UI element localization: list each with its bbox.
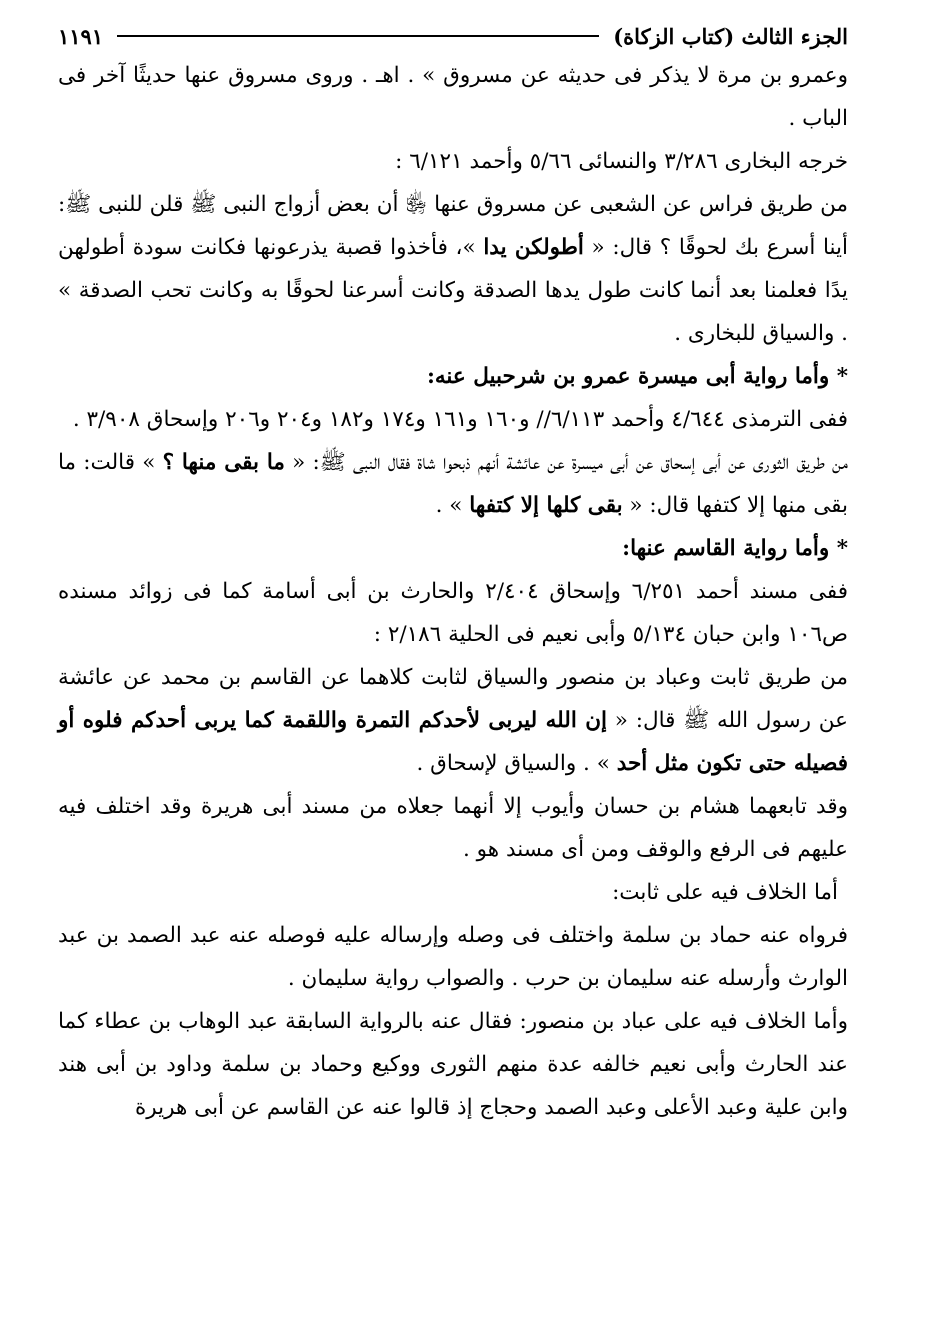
paragraph-5-text-c: » قالت: ما بقى منها إلا كتفها قال: « (58, 450, 848, 518)
running-title: الجزء الثالث (كتاب الزكاة) (613, 23, 848, 49)
header-rule (117, 35, 599, 37)
paragraph-9: فرواه عنه حماد بن سلمة واختلف فى وصله وإرساله عليه فوصله عنه عبد الصمد بن عبد الوارث وأرسله عنه سليمان بن حرب . والصواب رواية سليمان . (58, 923, 848, 991)
paragraph-7 (58, 656, 848, 785)
paragraph-7-quote: إن الله ليربى لأحدكم التمرة واللقمة كما يربى أحدكم فلوه أو فصيله حتى تكون مثل أحد (58, 708, 848, 776)
paragraph-5-text-e: » . (435, 493, 470, 518)
paragraph-4: ففى الترمذى ٤/٦٤٤ وأحمد ٦/١١٣// و١٦٠ و١٦١ و١٧٤ و١٨٢ و٢٠٤ و٢٠٦ وإسحاق ٣/٩٠٨ . (72, 407, 848, 432)
paragraph-2: خرجه البخارى ٣/٢٨٦ والنسائى ٥/٦٦ وأحمد ٦/١٢١ : (395, 149, 848, 174)
paragraph-1: وعمرو بن مرة لا يذكر فى حديثه عن مسروق » . اهـ . وروى مسروق عنها حديثًا آخر فى الباب . (58, 63, 848, 131)
subheading-thabit: أما الخلاف فيه على ثابت: (612, 880, 838, 905)
running-header (58, 18, 848, 54)
paragraph-5 (58, 441, 848, 527)
paragraph-3-text-a: من طريق فراس عن الشعبى عن مسروق عنها ﵂ أن بعض أزواج النبى ﷺ قلن للنبى ﷺ: أينا أسرع بك لحوقًا ؟ قال: « (58, 192, 848, 260)
book-page (58, 18, 848, 1308)
paragraph-5-quote-1: ما بقى منها ؟ (162, 450, 285, 475)
section-heading-qasim: * وأما رواية القاسم عنها: (622, 536, 848, 561)
section-heading-abu-maysara: * وأما رواية أبى ميسرة عمرو بن شرحبيل عنه: (426, 364, 848, 389)
paragraph-6: ففى مسند أحمد ٦/٢٥١ وإسحاق ٢/٤٠٤ والحارث بن أبى أسامة كما فى زوائد مسنده ص١٠٦ وابن حبان ٥/١٣٤ وأبى نعيم فى الحلية ٢/١٨٦ : (58, 579, 848, 647)
page-number: ١١٩١ (58, 23, 104, 49)
paragraph-7-text-c: » . والسياق لإسحاق . (416, 751, 617, 776)
paragraph-3-quote: أطولكن يدا (483, 235, 584, 260)
paragraph-3-text-c: »، فأخذوا قصبة يذرعونها فكانت سودة أطولهن يدًا فعلمنا بعد أنما كانت طول يدها الصدقة وكانت أسرعنا لحوقًا به وكانت تحب الصدقة » . والسياق للبخارى . (58, 235, 848, 346)
paragraph-5-text-a: من طريق الثورى عن أبى إسحاق عن أبى ميسرة عن عائشة أنهم ذبحوا شاة فقال النبى ﷺ: « (284, 450, 848, 475)
paragraph-7-text-a: من طريق ثابت وعباد بن منصور والسياق لثابت كلاهما عن القاسم بن محمد عن عائشة عن رسول الله ﷺ قال: « (58, 665, 848, 733)
paragraph-3 (58, 183, 848, 355)
paragraph-5-quote-2: بقى كلها إلا كتفها (469, 493, 623, 518)
paragraph-8: وقد تابعهما هشام بن حسان وأيوب إلا أنهما جعلاه من مسند أبى هريرة وقد اختلف فيه عليهم فى الرفع والوقف ومن أى مسند هو . (58, 794, 848, 862)
paragraph-10: وأما الخلاف فيه على عباد بن منصور: فقال عنه بالرواية السابقة عبد الوهاب بن عطاء كما عند الحارث وأبى نعيم خالفه عدة منهم الثورى ووكيع وحماد بن سلمة وداود بن أبى هند وابن علية وعبد الأعلى وعبد الصمد وحجاج إذ قالوا عنه عن القاسم عن أبى هريرة (58, 1009, 848, 1120)
